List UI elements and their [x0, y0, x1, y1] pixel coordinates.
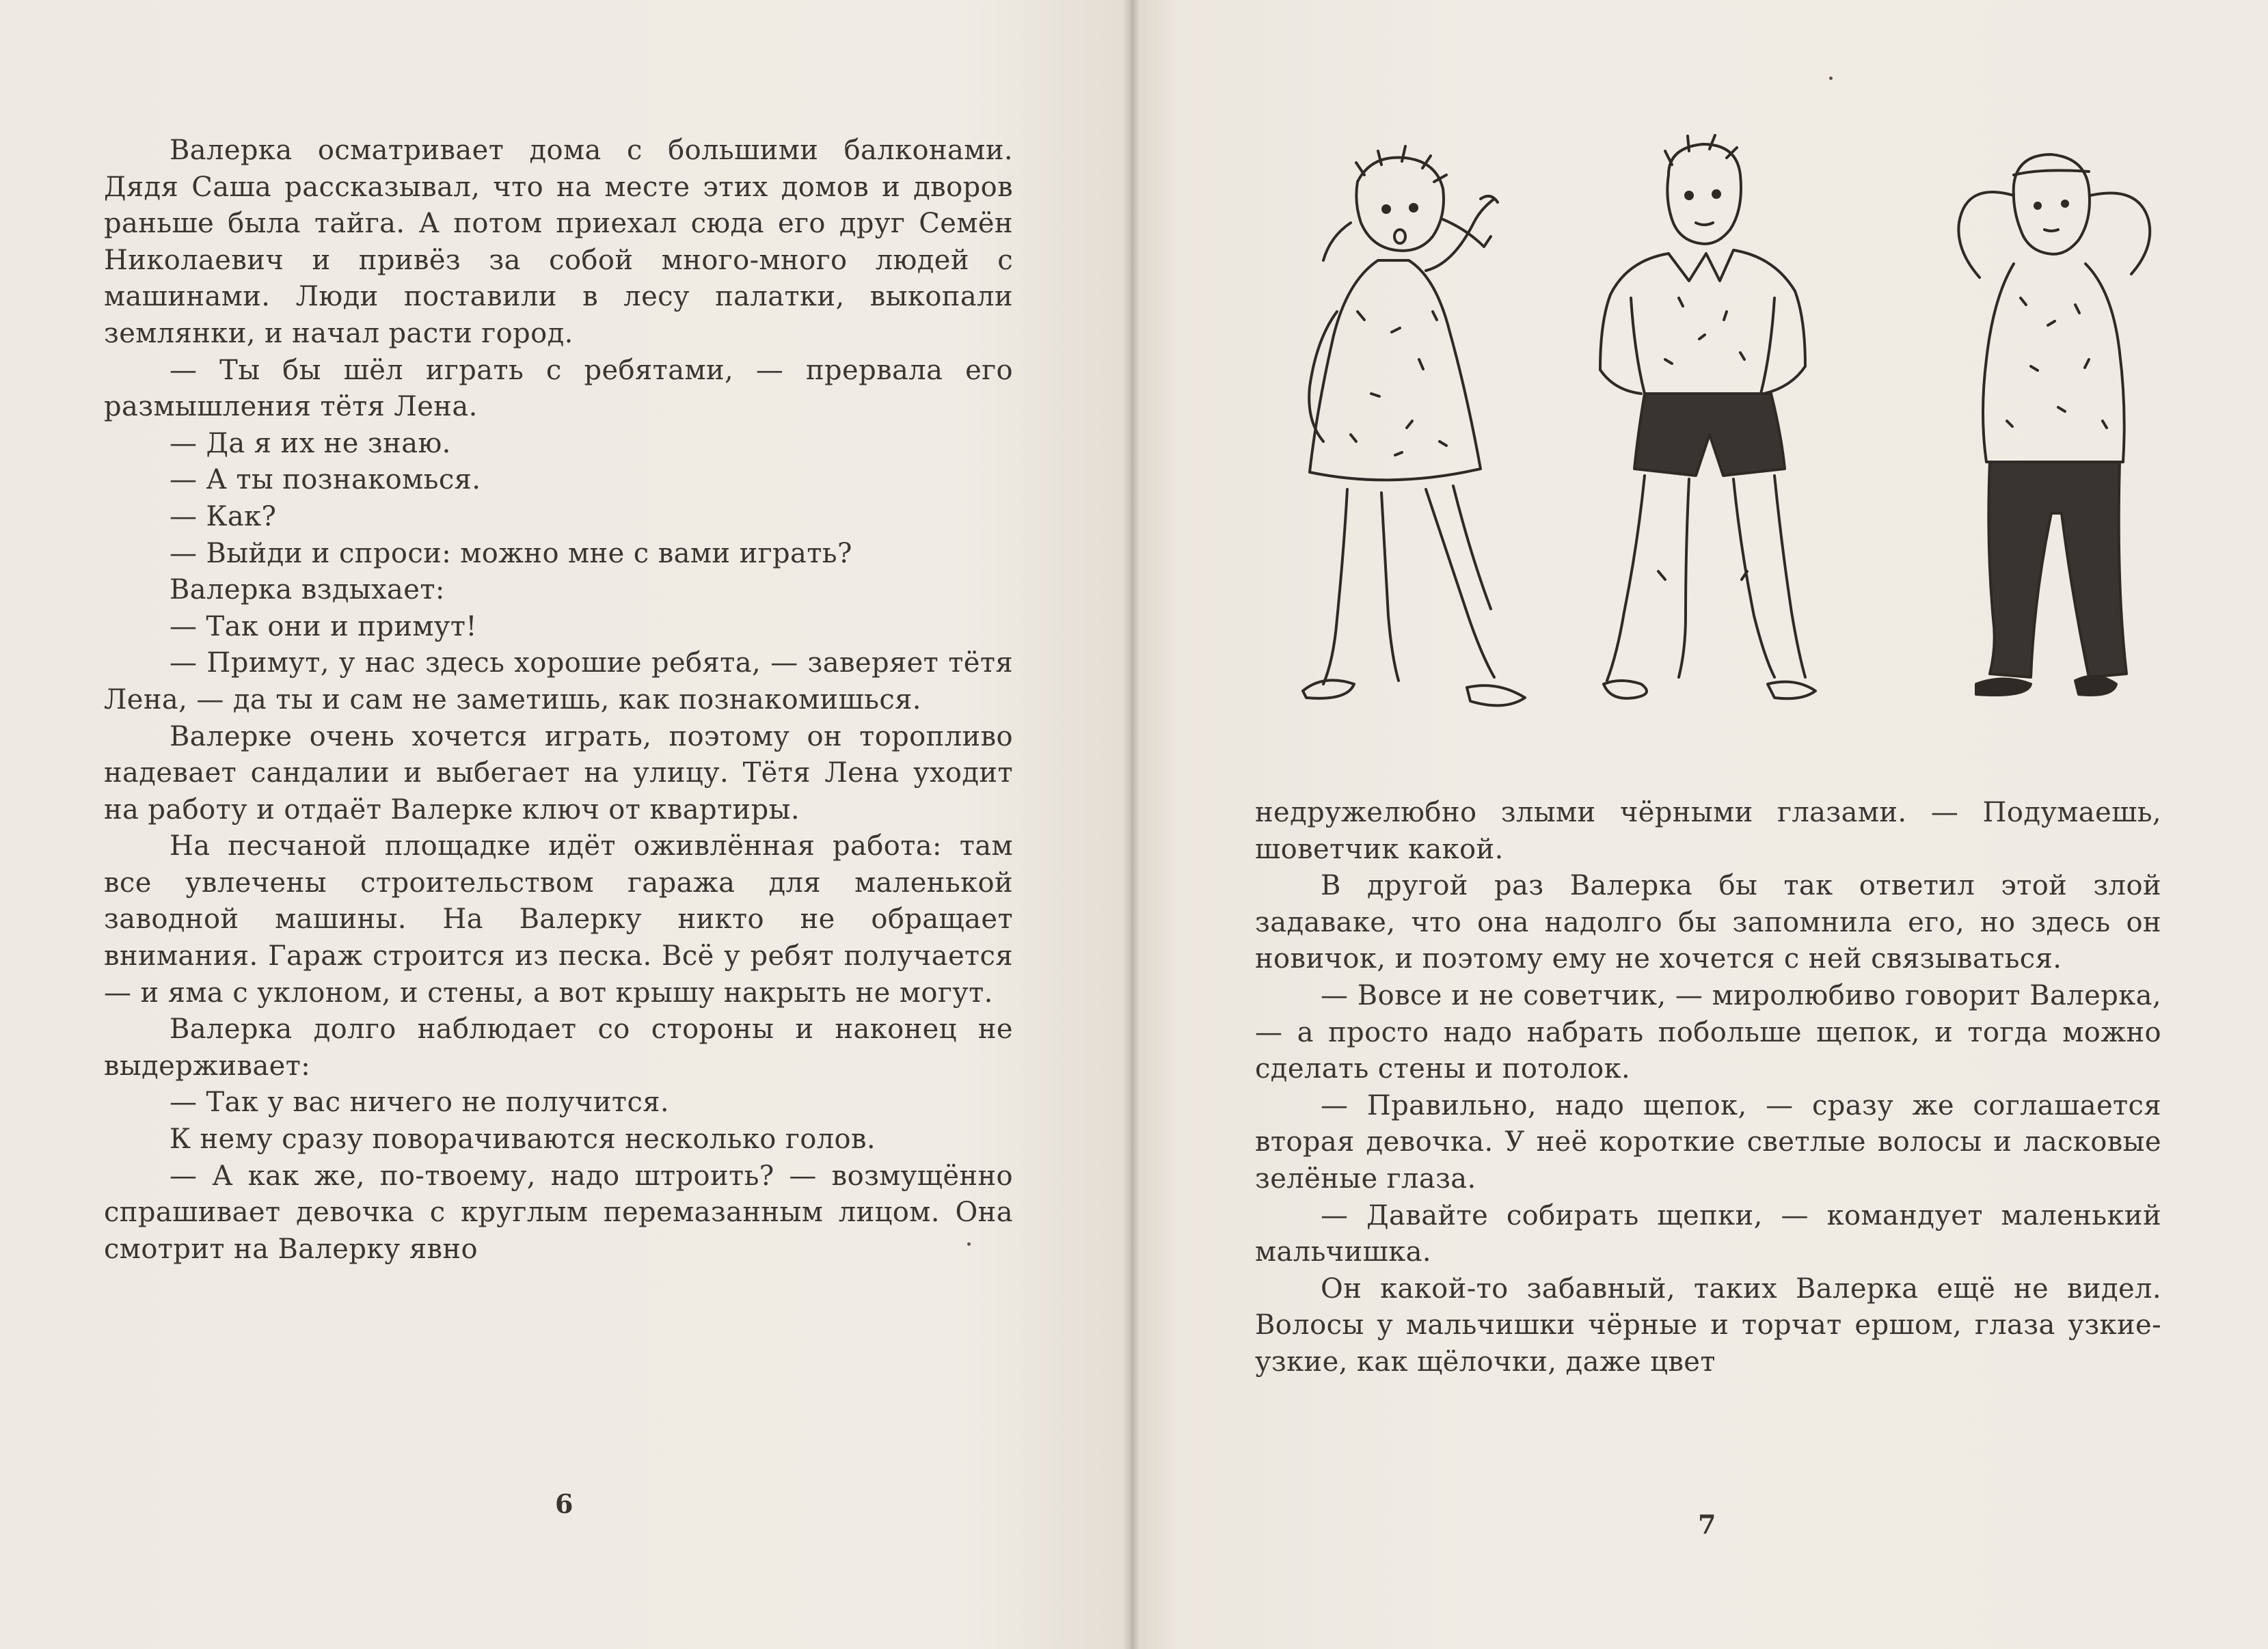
paragraph: Валерке очень хочется играть, поэтому он торопливо надевает сандалии и выбегает на улицу. Тётя Лена уходит на работу и отдаёт Валерке ключ от квартиры. — [104, 720, 1013, 826]
paragraph: — Ты бы шёл играть с ребятами, — прервала его размышления тётя Лена. — [104, 354, 1013, 423]
paragraph: недружелюбно злыми чёрными глазами. — Подумаешь, шоветчик какой. — [1255, 797, 2161, 865]
paragraph: — Правильно, надо щепок, — сразу же соглашается вторая девочка. У неё короткие светлые волосы и ласковые зелёные глаза. — [1255, 1089, 2161, 1195]
boy-figure — [1542, 134, 1857, 722]
paragraph: Он какой-то забавный, таких Валерка ещё не видел. Волосы у мальчишки чёрные и торчат ершом, глаза узкие-узкие, как щёлочки, даже цвет — [1255, 1272, 2161, 1378]
children-illustration — [1255, 134, 2191, 722]
paragraph: — Как? — [170, 500, 277, 532]
paragraph: К нему сразу поворачиваются несколько голов. — [170, 1123, 876, 1156]
paragraph: — Да я их не знаю. — [170, 427, 451, 459]
paragraph: Валерка осматривает дома с большими балконами. Дядя Саша рассказывал, что на месте этих домов и дворов раньше была тайга. А потом приехал сюда его друг Семён Николаевич и привёз за собой много-много людей с машинами. Люди поставили в лесу палатки, выкопали землянки, и начал расти город. — [104, 135, 1013, 349]
paragraph: — Выйди и спроси: можно мне с вами играть? — [170, 537, 852, 569]
paragraph: — Так у вас ничего не получится. — [170, 1087, 670, 1119]
paragraph: Валерка долго наблюдает со стороны и наконец не выдерживает: — [104, 1013, 1013, 1082]
paragraph: — А ты познакомься. — [170, 464, 481, 496]
small-boy-figure — [1911, 134, 2191, 722]
paragraph: На песчаной площадке идёт оживлённая работа: там все увлечены строительством гаража для маленькой заводной машины. На Валерку никто не обращает внимания. Гараж строится из песка. Всё у ребят получается — и яма с уклоном, и стены, а вот крышу накрыть не могут. — [104, 830, 1013, 1009]
right-page-text — [1255, 795, 2161, 1381]
page-number: 7 — [1698, 1509, 1716, 1540]
print-speck — [967, 1242, 971, 1246]
paragraph: — Примут, у нас здесь хорошие ребята, — заверяет тётя Лена, — да ты и сам не заметишь, как познакомишься. — [104, 647, 1013, 716]
left-page-text — [104, 133, 1013, 1268]
page-number: 6 — [555, 1488, 573, 1519]
paragraph: Валерка вздыхает: — [170, 574, 445, 606]
paragraph: — Так они и примут! — [170, 610, 477, 642]
book-gutter — [1123, 0, 1139, 1649]
print-speck — [1829, 77, 1833, 80]
girl-figure — [1255, 134, 1542, 722]
paragraph: — Вовсе и не советчик, — миролюбиво говорит Валерка, — а просто надо набрать побольше щепок, и тогда можно сделать стены и потолок. — [1255, 979, 2161, 1085]
paragraph: — Давайте собирать щепки, — командует маленький мальчишка. — [1255, 1199, 2161, 1268]
paragraph: В другой раз Валерка бы так ответил этой злой задаваке, что она надолго бы запомнила его, но здесь он новичок, и поэтому ему не хочется с ней связываться. — [1255, 870, 2161, 975]
left-page — [0, 0, 1131, 1649]
paragraph: — А как же, по-твоему, надо штроить? — возмущённо спрашивает девочка с круглым перемазанным лицом. Она смотрит на Валерку явно — [104, 1160, 1013, 1265]
